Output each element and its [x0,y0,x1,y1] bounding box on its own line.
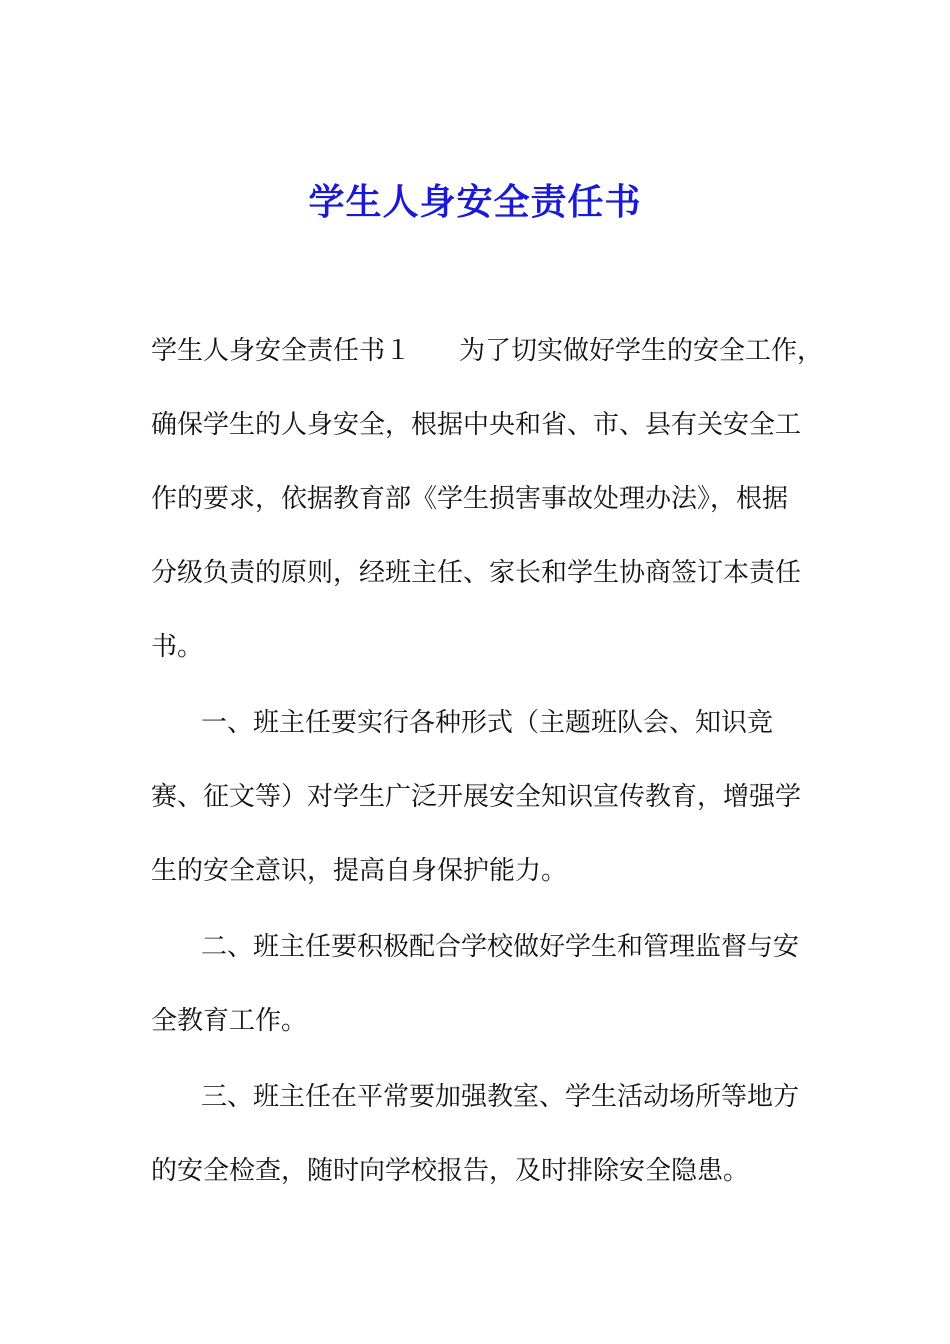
intro-line-3: 作的要求，依据教育部《学生损害事故处理办法》，根据 [151,484,789,514]
item3-line-1: 三、班主任在平常要加强教室、学生活动场所等地方 [201,1082,800,1112]
intro-line-2: 确保学生的人身安全，根据中央和省、市、县有关安全工 [151,410,802,440]
document-title: 学生人身安全责任书 [308,181,642,223]
intro-line-4: 分级负责的原则，经班主任、家长和学生协商签订本责任 [151,558,802,588]
intro-text-1: 为了切实做好学生的安全工作， [459,336,824,366]
item2-line-1: 二、班主任要积极配合学校做好学生和管理监督与安 [201,932,800,962]
section-heading: 学生人身安全责任书１ [151,336,412,366]
item1-line-2: 赛、征文等）对学生广泛开展安全知识宣传教育，增强学 [151,782,802,812]
intro-line-1 [151,331,823,371]
item1-line-3: 生的安全意识，提高自身保护能力。 [151,856,568,886]
item1-line-1: 一、班主任要实行各种形式（主题班队会、知识竞 [201,708,774,738]
intro-line-5: 书。 [151,632,204,662]
item2-line-2: 全教育工作。 [151,1006,308,1036]
item3-line-2: 的安全检查，随时向学校报告，及时排除安全隐患。 [151,1156,750,1186]
